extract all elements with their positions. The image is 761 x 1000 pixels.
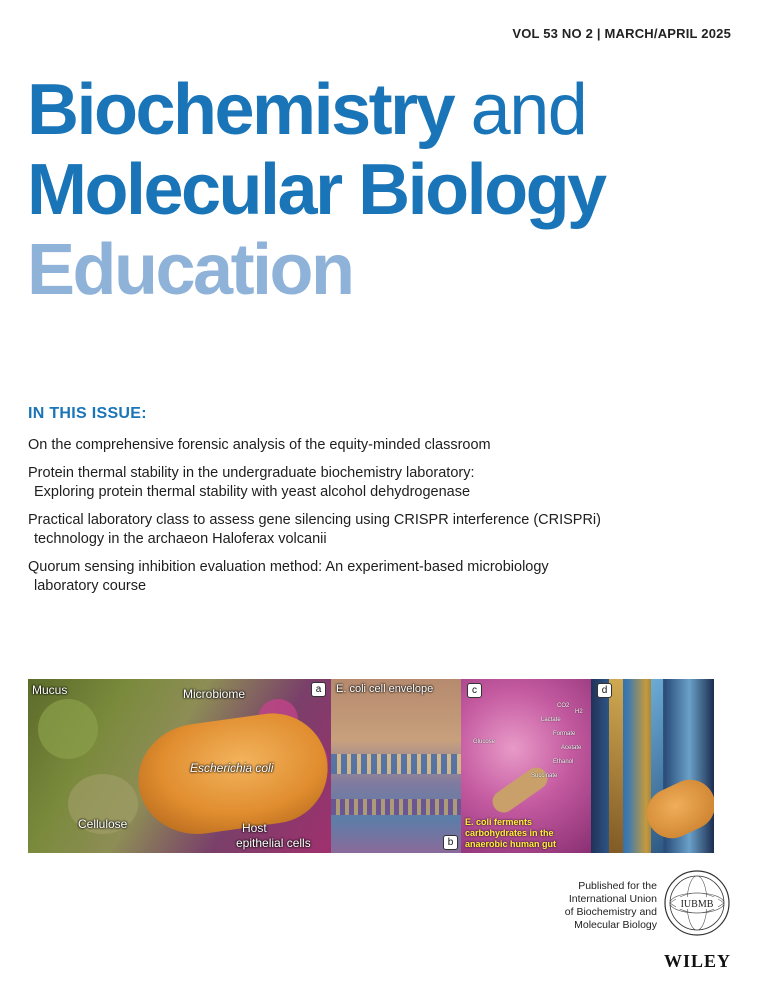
- label-glucose: Glucose: [473, 739, 496, 745]
- label-escherichia-coli: Escherichia coli: [190, 761, 274, 775]
- publisher-line: Molecular Biology: [574, 919, 657, 931]
- ecoli-cell-illustration: [639, 772, 714, 847]
- label-lactate: Lactate: [541, 717, 561, 723]
- label-formate: Formate: [553, 731, 576, 737]
- publisher-line: of Biochemistry and: [564, 906, 657, 918]
- article-subtitle-line: Exploring protein thermal stability with yeast alcohol dehydrogenase: [34, 484, 471, 500]
- mucus-blob: [38, 699, 98, 759]
- title-word-and: and: [470, 70, 587, 150]
- article-item[interactable]: [28, 558, 738, 596]
- article-list: [28, 436, 738, 605]
- label-succinate: Succinate: [531, 773, 558, 779]
- panel-letter-a: a: [311, 682, 326, 697]
- article-title-line: Quorum sensing inhibition evaluation method: An experiment-based microbiology: [28, 559, 549, 575]
- label-co2: CO2: [557, 703, 570, 709]
- label-microbiome: Microbiome: [183, 687, 246, 701]
- iubmb-logo: [663, 869, 731, 937]
- label-cellulose: Cellulose: [78, 817, 128, 831]
- label-acetate: Acetate: [561, 745, 582, 751]
- artwork-panel-c: [461, 679, 591, 853]
- issue-info: VOL 53 NO 2 | MARCH/APRIL 2025: [512, 26, 731, 41]
- article-title-line: Protein thermal stability in the undergraduate biochemistry laboratory:: [28, 465, 475, 481]
- caption-line-1: E. coli ferments: [465, 817, 533, 827]
- article-item[interactable]: [28, 511, 738, 549]
- cover-artwork: [28, 679, 714, 853]
- publisher-line: International Union: [568, 893, 657, 905]
- title-line-molecular-biology: Molecular Biology: [27, 150, 605, 230]
- in-this-issue-heading: IN THIS ISSUE:: [28, 405, 147, 422]
- artwork-panel-a: [28, 679, 331, 853]
- panel-letter-d: d: [597, 683, 612, 698]
- title-line-education: Education: [27, 230, 353, 310]
- artwork-panel-d: [591, 679, 714, 853]
- label-mucus: Mucus: [32, 683, 68, 697]
- label-ethanol: Ethanol: [553, 759, 574, 765]
- logo-text: IUBMB: [680, 899, 714, 910]
- article-title-line: On the comprehensive forensic analysis of the equity-minded classroom: [28, 437, 491, 453]
- label-host: Host: [242, 821, 267, 835]
- caption-line-2: carbohydrates in the: [465, 828, 554, 838]
- inner-membrane-layer: [331, 799, 461, 815]
- article-subtitle-line: laboratory course: [34, 578, 147, 594]
- panel-letter-b: b: [443, 835, 458, 850]
- wiley-brand: WILEY: [663, 951, 731, 971]
- publisher-line: Published for the: [578, 880, 657, 892]
- membrane-layer: [331, 754, 461, 774]
- artwork-panel-b: [331, 679, 461, 853]
- ecoli-rod-illustration: [488, 763, 551, 817]
- article-title-line: Practical laboratory class to assess gene silencing using CRISPR interference (CRISPRi): [28, 512, 601, 528]
- title-word-biochemistry: Biochemistry: [27, 70, 454, 150]
- label-cell-envelope: E. coli cell envelope: [336, 683, 434, 695]
- label-epithelial-cells: epithelial cells: [236, 836, 311, 850]
- article-item[interactable]: [28, 436, 738, 455]
- fiber-strand: [609, 679, 623, 853]
- label-h2: H2: [575, 709, 583, 715]
- panel-letter-c: c: [467, 683, 482, 698]
- journal-title: [27, 70, 605, 310]
- publisher-note: [539, 880, 657, 932]
- caption-line-3: anaerobic human gut: [465, 839, 557, 849]
- article-subtitle-line: technology in the archaeon Haloferax volcanii: [34, 531, 327, 547]
- article-item[interactable]: [28, 464, 738, 502]
